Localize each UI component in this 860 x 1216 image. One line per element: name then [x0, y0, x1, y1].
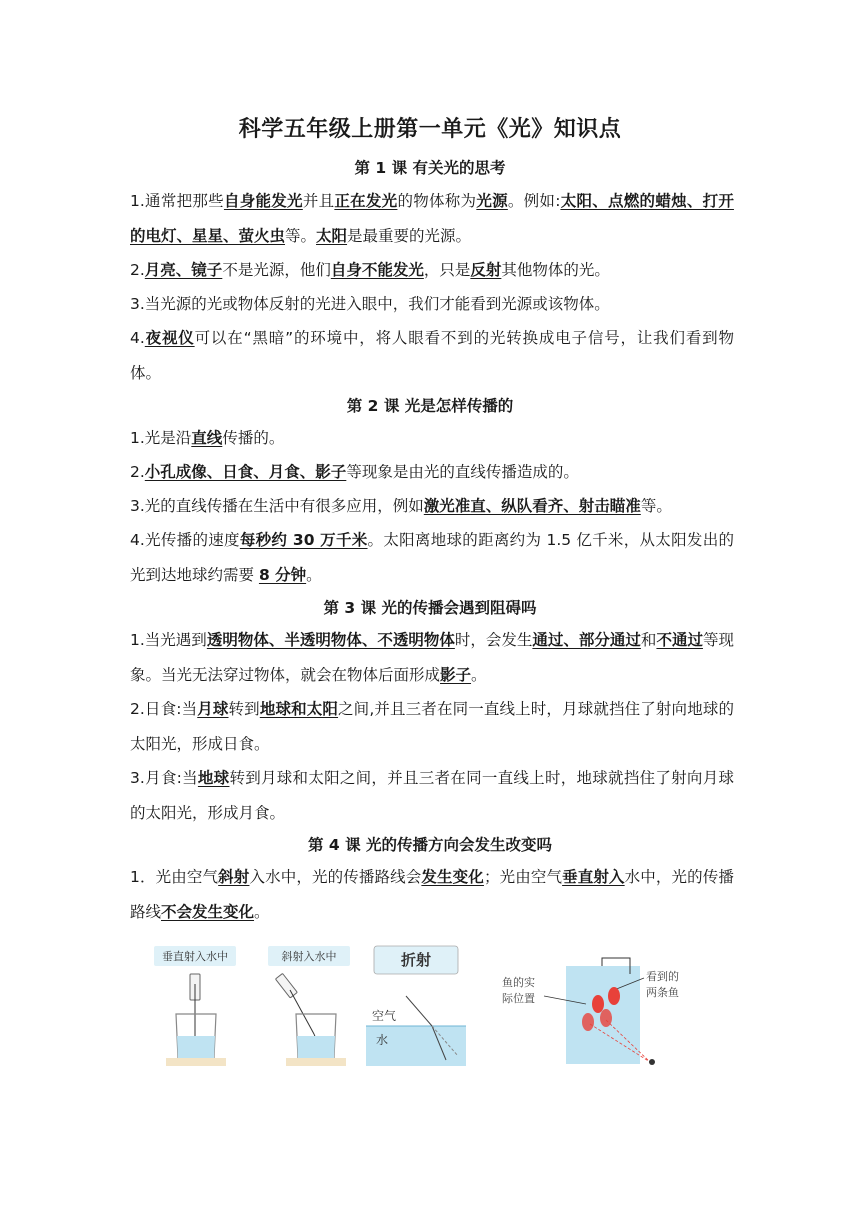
key-term: 自身不能发光 [330, 261, 424, 279]
lesson-1-item-2 [130, 253, 734, 288]
text-segment: 等。 [285, 226, 317, 245]
text-segment: 和 [640, 631, 657, 649]
figure-3-water-label: 水 [376, 1033, 389, 1047]
key-term: 正在发光 [334, 192, 398, 210]
key-term: 不会发生变化 [161, 902, 255, 921]
lesson-1-item-4 [130, 321, 734, 390]
text-segment: 3.光的直线传播在生活中有很多应用，例如 [130, 497, 424, 515]
text-segment: 4. [130, 329, 145, 347]
text-segment: ；光由空气 [483, 868, 563, 886]
lesson-1-item-3 [130, 287, 734, 322]
text-segment: 1.光是沿 [130, 429, 192, 447]
key-term: 斜射 [218, 868, 250, 886]
key-term: 光源 [476, 192, 508, 210]
figure-oblique-entry [266, 944, 352, 1070]
lesson-1-heading: 第 1 课 有关光的思考 [354, 159, 506, 177]
key-term: 不通过 [656, 631, 703, 649]
text-segment: 3.当光源的光或物体反射的光进入眼中，我们才能看到光源或该物体。 [130, 295, 610, 313]
document-title: 科学五年级上册第一单元《光》知识点 [238, 117, 622, 142]
lesson-3-item-3 [130, 761, 734, 830]
text-segment: 入水中，光的传播路线会 [249, 868, 422, 886]
lesson-2-item-1 [130, 421, 734, 456]
figure-2-label: 斜射入水中 [281, 950, 337, 963]
lesson-2-item-3 [130, 489, 734, 524]
key-term: 地球和太阳 [259, 700, 339, 718]
text-segment: 。 [471, 665, 487, 684]
lesson-3-item-2 [130, 692, 734, 761]
text-segment: 。例如: [507, 192, 561, 210]
figure-4-right-line-2: 两条鱼 [646, 986, 679, 999]
key-term: 夜视仪 [144, 329, 195, 347]
figure-refraction [366, 944, 466, 1070]
key-term: 直线 [191, 429, 223, 447]
text-segment: 转到 [228, 700, 260, 718]
key-term: 月球 [197, 700, 229, 718]
text-segment: 转到月球和太阳之间，并且三者在同一直线上时，地球就挡住了射向月球的太阳光，形成月食。 [130, 769, 734, 822]
text-segment: 水中，光的传播路线 [130, 868, 734, 921]
text-segment: 的物体称为 [397, 192, 477, 210]
text-segment: 3.月食:当 [130, 769, 198, 787]
text-segment: 不是光源，他们 [222, 261, 331, 279]
figure-fish-refraction [498, 944, 698, 1070]
text-segment: 并且 [302, 192, 335, 210]
key-term: 反射 [470, 261, 502, 279]
lesson-2-heading: 第 2 课 光是怎样传播的 [346, 397, 514, 415]
figure-3-air-label: 空气 [372, 1009, 397, 1023]
key-term: 太阳、点燃的蜡烛、打开的电灯、星星、萤火虫 [130, 192, 734, 245]
key-term: 每秒约 30 万千米 [239, 531, 368, 549]
figure-3-label: 折射 [400, 951, 432, 969]
text-segment: 。 [254, 902, 270, 921]
key-term: 影子 [440, 665, 472, 684]
text-segment: 时，会发生 [454, 631, 533, 649]
key-term: 通过、部分通过 [532, 631, 641, 649]
text-segment: 4.光传播的速度 [130, 531, 240, 549]
key-term: 月亮、镜子 [144, 261, 223, 279]
key-term: 垂直射入 [562, 868, 625, 886]
lesson-4-heading: 第 4 课 光的传播方向会发生改变吗 [308, 836, 552, 854]
text-segment: 1.通常把那些 [130, 192, 224, 210]
eye-dot [649, 1059, 655, 1065]
lesson-4-item-1 [130, 860, 734, 929]
text-segment: ，只是 [423, 261, 471, 279]
text-segment: 1．光由空气 [130, 868, 219, 886]
text-segment: 2. [130, 261, 145, 279]
lesson-1-item-1 [130, 184, 734, 253]
key-term: 自身能发光 [223, 192, 303, 210]
figure-4-right-line-1: 看到的 [646, 970, 679, 983]
figure-vertical-entry [152, 944, 238, 1070]
lesson-2-item-2 [130, 455, 734, 490]
figure-row [150, 944, 710, 1074]
key-term: 发生变化 [421, 868, 484, 886]
text-segment: 。 [306, 565, 322, 584]
text-segment: 其他物体的光。 [501, 261, 610, 279]
key-term: 小孔成像、日食、月食、影子 [144, 463, 347, 481]
lesson-3-heading: 第 3 课 光的传播会遇到阻碍吗 [323, 599, 537, 617]
lesson-3-item-1 [130, 623, 734, 692]
key-term: 太阳 [316, 226, 348, 245]
text-segment: 2. [130, 463, 145, 481]
text-segment: 。太阳离地球的距离约为 1.5 亿千米，从太阳发出的光到达地球约需要 [130, 531, 734, 584]
text-segment: 1.当光遇到 [130, 631, 207, 649]
key-term: 8 分钟 [258, 565, 307, 584]
text-segment: 可以在“黑暗”的环境中，将人眼看不到的光转换成电子信号，让我们看到物体。 [130, 329, 734, 382]
text-segment: 传播的。 [222, 429, 285, 447]
figure-1-label: 垂直射入水中 [162, 950, 228, 963]
key-term: 激光准直、纵队看齐、射击瞄准 [423, 497, 641, 515]
figure-4-left-line-2: 际位置 [502, 992, 535, 1005]
figure-4-left-line-1: 鱼的实 [502, 976, 535, 989]
text-segment: 等现象是由光的直线传播造成的。 [346, 463, 579, 481]
text-segment: 等现象。当光无法穿过物体，就会在物体后面形成 [130, 631, 734, 684]
text-segment: 是最重要的光源。 [347, 226, 472, 245]
key-term: 地球 [197, 769, 230, 787]
key-term: 透明物体、半透明物体、不透明物体 [206, 631, 455, 649]
lesson-2-item-4 [130, 523, 734, 592]
text-segment: 等。 [640, 497, 672, 515]
text-segment: 2.日食:当 [130, 700, 198, 718]
text-segment: 之间,并且三者在同一直线上时，月球就挡住了射向地球的太阳光，形成日食。 [130, 700, 734, 753]
